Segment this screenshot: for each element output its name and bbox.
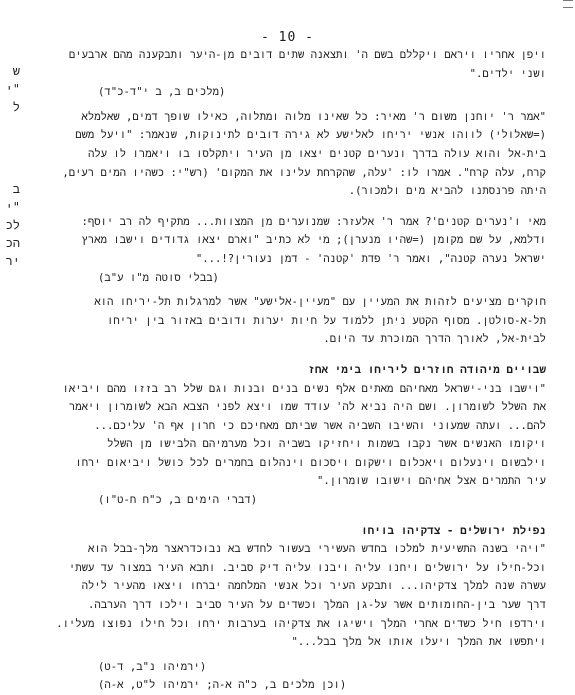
text-line: "וישבו בני-ישראל מאחיהם מאתים אלף נשים בנים ובנות וגם שלל רב בזזו מהם ויביאו bbox=[62, 382, 546, 395]
text-line: דרך שער בין-החומותים אשר על-גן המלך וכשדים על העיר סביב וילכו דרך הערבה. bbox=[87, 599, 546, 612]
document-body bbox=[38, 46, 546, 695]
text-line: ויקומו האנשים אשר נקבו בשמות ויחזיקו בשביה וכל מערמיהם הלבישו מן השלל bbox=[107, 438, 546, 451]
margin-fragment: ב bbox=[12, 182, 20, 196]
source-citation: (דברי הימים ב, כ"ח ח-ט"ו) bbox=[98, 494, 258, 507]
source-citation: (וכן מלכים ב, כ"ה א-ה; ירמיהו ל"ט, א-ה) bbox=[98, 679, 347, 692]
text-line: ישראל נערה קטנה", ואמר ר' פדת 'קטנה' - דמן נעורין?!..." bbox=[195, 252, 546, 265]
commentary-block bbox=[38, 293, 546, 349]
margin-fragment: לכ bbox=[5, 218, 20, 232]
text-line: וילבשום וינעלום ויאכלום וישקום ויסכום וינהלום בחמרים לכל כושל ויביאום ירחו bbox=[75, 456, 546, 469]
margin-fragment: "י bbox=[5, 200, 20, 214]
text-line: ושני ילדים." bbox=[469, 67, 546, 80]
margin-fragment: ש bbox=[12, 64, 20, 78]
margin-fragment: ל bbox=[12, 100, 20, 114]
text-line: את השלל לשומרון. ושם היה נביא לה' עודד שמו ויצא לפני הצבא הבא לשומרון ויאמר bbox=[68, 401, 546, 414]
margin-fragment: הכ bbox=[5, 236, 20, 250]
text-line: קרח, עלה קרח". אמרו לו: 'עלה, שהקרחת עלינו את המקום' (רש"י: כשהיו המים רעים, bbox=[62, 166, 546, 179]
text-line: תל-א-סולטן. מסוף הקטע ניתן ללמוד על חיות יערות ודובים באזור בין יריחו bbox=[107, 314, 546, 327]
page-number: - 10 - bbox=[261, 30, 314, 45]
left-margin-fragments bbox=[0, 62, 20, 270]
text-line: עשרה שנה למלך צדקיהו... ותבקע העיר וכל אנשי המלחמה יברחו ויצאו מהעיר לילה bbox=[81, 580, 546, 593]
text-line: להם... ועתה שמעוני והשיבו השביה אשר שביתם מאחיכם כי חרון אף ה' עליכם... bbox=[94, 419, 546, 432]
text-line: וכל-חילו על ירושלים ויחנו עליה ויבנו עליה דיק סביב. ותבא העיר במצור עד עשתי bbox=[68, 561, 546, 574]
text-line: "ויהי בשנה התשיעית למלכו בחדש העשירי בעשור לחדש בא נבוכדראצר מלך-בבל הוא bbox=[88, 543, 546, 556]
section-heading: נפילת ירושלים - צדקיהו בויחו bbox=[361, 523, 546, 537]
section-block bbox=[38, 522, 546, 695]
text-line: היתה פרנסתנו להביא מים ולמכור). bbox=[348, 185, 546, 198]
corner-rule bbox=[563, 0, 573, 8]
text-line: לבית-אל, לאורך הדרך המוכרת עד היום. bbox=[323, 333, 546, 346]
text-line: (=שאלולי) לווהו אנשי יריחו לאלישע לא גירה דובים לתינוקות, שנאמר: "ויעל משם bbox=[75, 129, 546, 142]
text-line: וירדפו חיל כשדים אחרי המלך וישיגו את צדקיהו בערבות ירחו וכל חילו נפוצו מעליו. bbox=[56, 617, 546, 630]
quote-block bbox=[38, 46, 546, 102]
section-heading: שבויים מיהודה חוזרים ליריחו בימי אחז bbox=[308, 362, 546, 376]
source-citation: (ירמיהו נ"ב, ד-ט) bbox=[98, 660, 207, 673]
text-line: ויתפשו את המלך ויעלו אותו אל מלך בבל..." bbox=[291, 636, 546, 649]
section-block bbox=[38, 361, 546, 510]
text-line: ויפן אחריו ויראם ויקללם בשם ה' ותצאנה שתים דובים מן-היער ותבקענה מהם ארבעים bbox=[68, 49, 546, 61]
quote-block bbox=[38, 213, 546, 287]
source-citation: (בבלי סוטה מ"ו ע"ב) bbox=[98, 271, 219, 284]
margin-fragment: "י bbox=[5, 82, 20, 96]
text-line: חוקרים מציעים לזהות את המעיין עם "מעיין-אלישע" אשר למרגלות תל-יריחו הוא bbox=[94, 296, 546, 309]
margin-fragment: יר bbox=[5, 254, 20, 268]
source-citation: (מלכים ב, ב י"ד-כ"ד) bbox=[98, 86, 226, 99]
text-line: בית-אל והוא עולה בדרך ונערים קטנים יצאו מן העיר ויתקלסו בו ויאמרו לו עלה bbox=[87, 147, 546, 160]
text-line: "אמר ר' יוחנן משום ר' מאיר: כל שאינו מלוה ומתלוה, כאילו שופך דמים, שאלמלא bbox=[81, 110, 546, 123]
quote-block bbox=[38, 108, 546, 201]
text-line: ודלמא, על שם מקומן (=שהיו מנערן); מי לא כתיב "וארם יצאו גדודים וישבו מארץ bbox=[81, 234, 546, 247]
text-line: עיר התמרים אצל אחיהם וישובו שומרון." bbox=[316, 475, 546, 488]
text-line: מאי ו'נערים קטנים'? אמר ר' אלעזר: שמנוערים מן המצוות... מתקיף לה רב יוסף: bbox=[81, 215, 546, 228]
